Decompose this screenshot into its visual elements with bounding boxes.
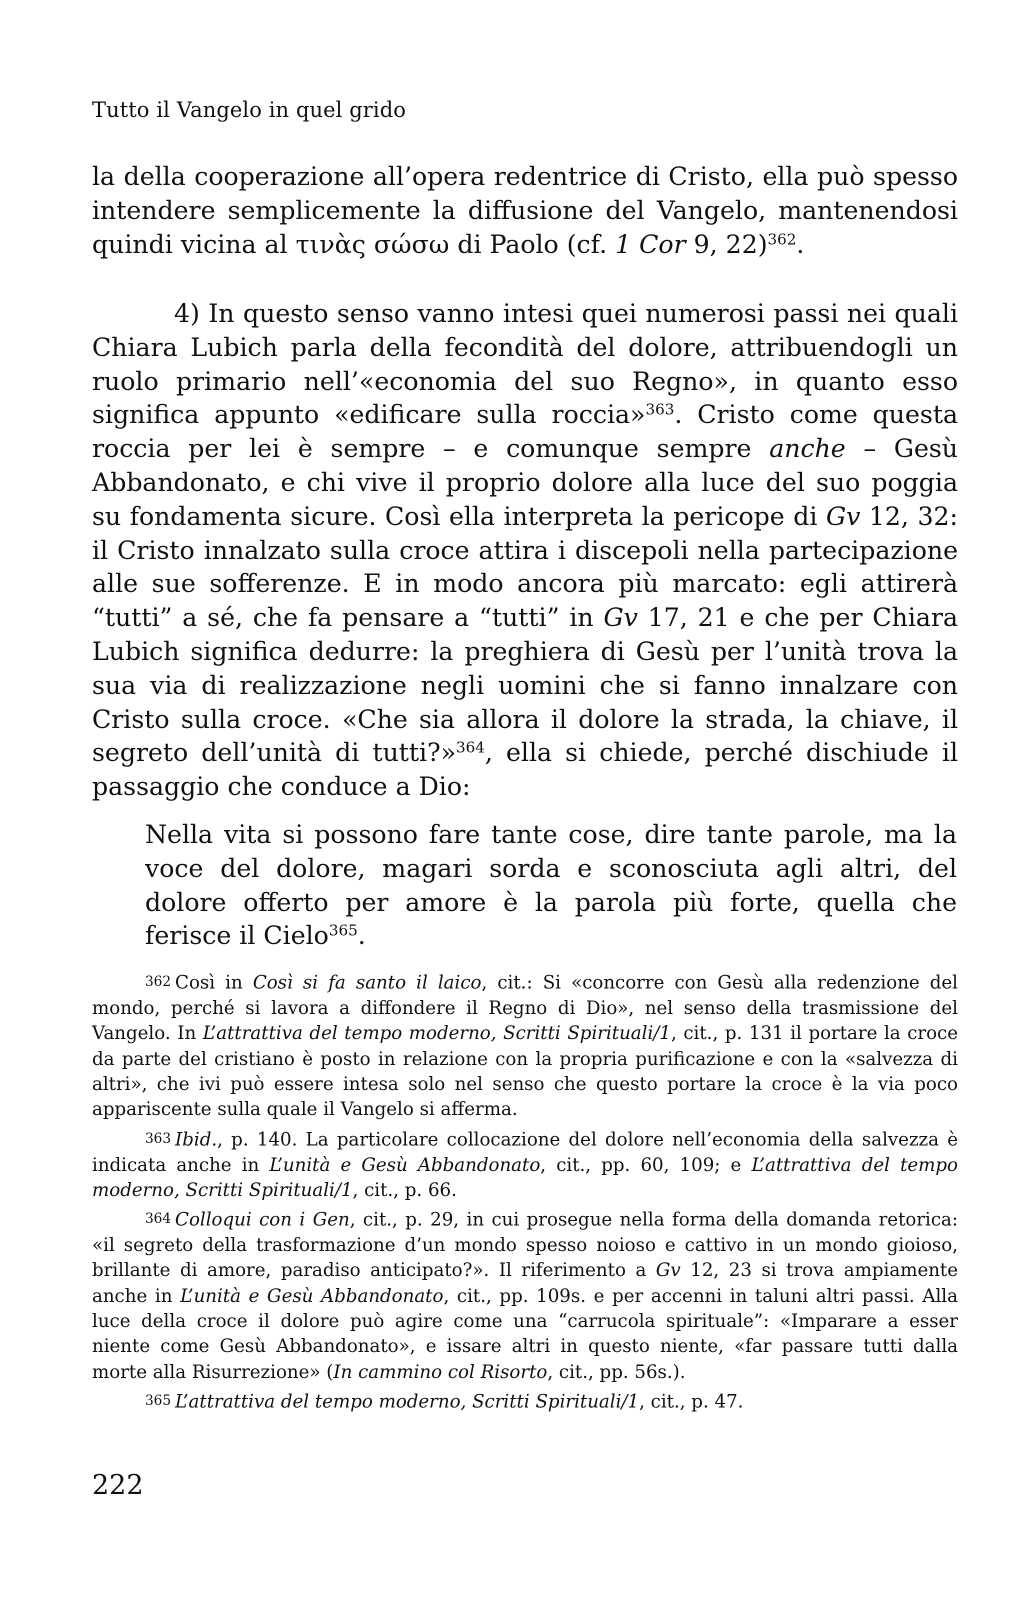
text-segment: 9, 22) bbox=[685, 229, 768, 259]
text-segment: , cit., p. 131 il portare la croce da parte del cristiano è posto in relazione con la propria purificazione e con la «salvezza di altri», che ivi può essere intesa solo nel senso che questo portare la croce è la via poco appariscente sulla quale il Vangelo si afferma. bbox=[92, 1023, 958, 1121]
bible-reference: Gv bbox=[603, 603, 638, 633]
text-segment: , cit., p. 66. bbox=[352, 1179, 457, 1201]
text-segment: di Paolo (cf. bbox=[449, 229, 616, 259]
paragraph-continuation bbox=[92, 160, 958, 261]
book-title: Colloqui con i Gen bbox=[175, 1209, 350, 1231]
footnote-number: 363 bbox=[145, 1130, 172, 1147]
footnote-363 bbox=[92, 1127, 958, 1204]
text-segment: Così in bbox=[175, 972, 253, 994]
footnote-number: 365 bbox=[145, 1392, 172, 1409]
paragraph-4 bbox=[92, 297, 958, 804]
text-segment: . Cristo come questa roccia per lei è sempre – e comunque sempre bbox=[92, 400, 958, 464]
text-segment: , p. 140. La particolare collocazione del dolore nell’economia della salvezza è indicata anche in bbox=[92, 1129, 958, 1176]
footnote-364 bbox=[92, 1207, 958, 1385]
text-segment: , cit.: Si «concorre con Gesù alla redenzione del mondo, perché si lavora a diffondere il Regno di Dio», nel senso della trasmissione del Vangelo. In bbox=[92, 972, 959, 1045]
footnote-marker: 363 bbox=[645, 401, 675, 420]
text-segment: 4) In questo senso vanno intesi quei numerosi passi nei quali Chiara Lubich parla della fecondità del dolore, attribuendogli un ruolo primario nell’«economia del suo Regno», in quanto esso significa appunto «edificare sulla roccia» bbox=[92, 299, 958, 430]
text-segment: . bbox=[357, 921, 366, 951]
footnote-marker: 362 bbox=[767, 230, 797, 249]
book-title: In cammino col Risorto bbox=[333, 1361, 548, 1383]
book-title: L’unità e Gesù Abbandonato bbox=[269, 1154, 541, 1176]
text-segment: , cit., pp. 60, 109; e bbox=[540, 1154, 752, 1176]
footnote-marker: 365 bbox=[328, 922, 358, 941]
text-segment: , cit., pp. 56s.). bbox=[547, 1361, 686, 1383]
bible-reference: 1 Cor bbox=[615, 229, 686, 259]
footnote-365 bbox=[92, 1389, 958, 1415]
book-title: L’attrattiva del tempo moderno, Scritti Spirituali/1 bbox=[92, 1154, 958, 1201]
text-segment: , cit., p. 47. bbox=[639, 1391, 744, 1413]
footnotes bbox=[92, 970, 958, 1419]
quote-text: Nella vita si possono fare tante cose, dire tante parole, ma la voce del dolore, magari sorda e sconosciuta agli altri, del dolore offerto per amore è la parola più forte, quella che ferisce il Cielo bbox=[145, 820, 957, 951]
text-segment: – Gesù Abbandonato, e chi vive il proprio dolore alla luce del suo poggia su fondamenta sicure. Così ella interpreta la pericope di bbox=[92, 434, 959, 531]
book-title: L’unità e Gesù Abbandonato bbox=[180, 1285, 444, 1307]
text-segment: , cit., p. 29, in cui prosegue nella forma della domanda retorica: «il segreto della trasformazione d’un mondo spesso noioso e cattivo in un mondo gioioso, brillante di amore, paradiso anticipato?». Il riferimento a bbox=[92, 1209, 958, 1282]
text-segment: 12, 23 si trova ampiamente anche in bbox=[92, 1260, 958, 1307]
text-segment: , cit., pp. 109s. e per accenni in taluni altri passi. Alla luce della croce il dolore può agire come una “carrucola spirituale”: «Imparare a esser niente come Gesù Abbandonato», e issare altri in questo niente, «far passare tutti dalla morte alla Risurrezione» ( bbox=[92, 1285, 958, 1383]
footnote-number: 362 bbox=[145, 974, 172, 990]
text-segment: , ella si chiede, perché dischiude il passaggio che conduce a Dio: bbox=[92, 738, 958, 802]
text-segment: 12, 32: il Cristo innalzato sulla croce attira i discepoli nella partecipazione alle sue sofferenze. E in modo ancora più marcato: egli attirerà “tutti” a sé, che fa pensare a “tutti” in bbox=[92, 501, 958, 633]
text-segment: 17, 21 e che per Chiara Lubich significa dedurre: la preghiera di Gesù per l’unità trova la sua via di realizzazione negli uomini che si fanno innalzare con Cristo sulla croce. «Che sia allora il dolore la strada, la chiave, il segreto dell’unità di tutti?» bbox=[92, 603, 958, 768]
footnote-362 bbox=[92, 970, 958, 1123]
book-title: Ibid. bbox=[175, 1129, 218, 1151]
page-number: 222 bbox=[92, 1470, 144, 1501]
footnote-marker: 364 bbox=[456, 739, 485, 758]
book-title: L’attrattiva del tempo moderno, Scritti Spirituali/1 bbox=[175, 1391, 640, 1413]
running-head: Tutto il Vangelo in quel grido bbox=[92, 98, 407, 122]
greek-phrase: τινὰς σώσω bbox=[295, 229, 450, 259]
bible-reference: Gv bbox=[825, 501, 861, 531]
block-quote bbox=[145, 818, 957, 953]
emphasis: anche bbox=[769, 434, 846, 464]
footnote-number: 364 bbox=[145, 1211, 172, 1228]
bible-reference: Gv bbox=[655, 1260, 681, 1282]
book-title: L’attrattiva del tempo moderno, Scritti Spirituali/1 bbox=[202, 1023, 671, 1045]
text-segment: la della cooperazione all’opera redentrice di Cristo, ella può spesso intendere semplicemente la diffusione del Vangelo, mantenendosi quindi vicina al bbox=[92, 162, 958, 259]
book-title: Così si fa santo il laico bbox=[252, 972, 482, 994]
text-segment: . bbox=[796, 229, 805, 259]
